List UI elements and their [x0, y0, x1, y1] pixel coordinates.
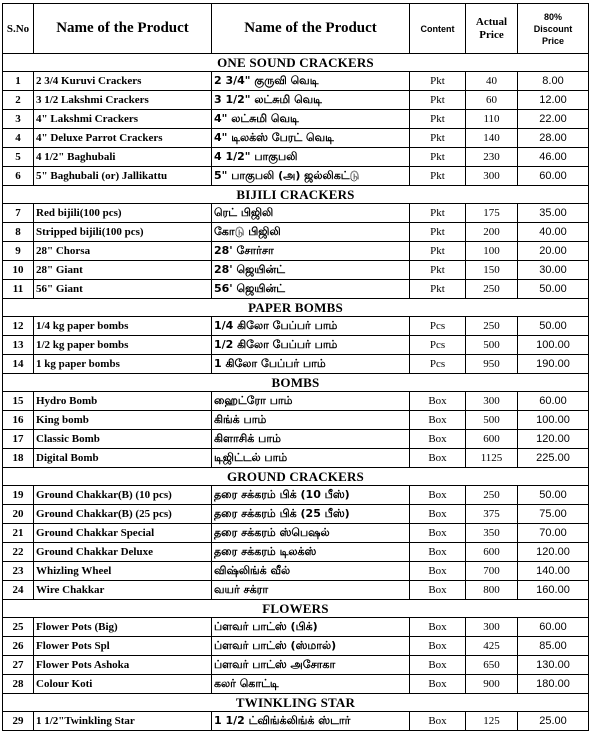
cell-actual-price: 600: [466, 430, 518, 449]
cell-content: Pkt: [410, 280, 466, 299]
cell-name-tamil: கிளாசிக் பாம்: [212, 430, 410, 449]
cell-name-tamil: 5" பாகுபலி (அ) ஜல்லிகட்டு: [212, 167, 410, 186]
cell-sno: 13: [3, 336, 34, 355]
cell-discount-price: 50.00: [518, 317, 589, 336]
cell-content: Box: [410, 543, 466, 562]
cell-name-tamil: 28' சோர்சா: [212, 242, 410, 261]
cell-discount-price: 50.00: [518, 280, 589, 299]
cell-discount-price: 225.00: [518, 449, 589, 468]
cell-name-tamil: 56' ஜெயின்ட்: [212, 280, 410, 299]
cell-name-english: 1/4 kg paper bombs: [34, 317, 212, 336]
table-row: [3, 524, 589, 543]
cell-sno: 3: [3, 110, 34, 129]
cell-content: Pcs: [410, 336, 466, 355]
cell-sno: 19: [3, 486, 34, 505]
cell-content: Box: [410, 411, 466, 430]
cell-name-tamil: 1/2 கிலோ பேப்பர் பாம்: [212, 336, 410, 355]
cell-name-english: Flower Pots Spl: [34, 637, 212, 656]
cell-actual-price: 375: [466, 505, 518, 524]
table-row: [3, 486, 589, 505]
cell-sno: 1: [3, 72, 34, 91]
section-title: GROUND CRACKERS: [3, 468, 589, 486]
table-row: [3, 430, 589, 449]
cell-discount-price: 70.00: [518, 524, 589, 543]
table-row: [3, 72, 589, 91]
cell-actual-price: 110: [466, 110, 518, 129]
cell-name-english: 56" Giant: [34, 280, 212, 299]
cell-discount-price: 100.00: [518, 336, 589, 355]
header-discount-line3: Price: [541, 35, 565, 46]
cell-discount-price: 35.00: [518, 204, 589, 223]
cell-content: Box: [410, 430, 466, 449]
cell-content: Pkt: [410, 167, 466, 186]
cell-name-english: 1/2 kg paper bombs: [34, 336, 212, 355]
cell-name-tamil: ப்ளவர் பாட்ஸ் (ஸ்மால்): [212, 637, 410, 656]
table-row: [3, 505, 589, 524]
cell-sno: 20: [3, 505, 34, 524]
cell-discount-price: 130.00: [518, 656, 589, 675]
section-title: PAPER BOMBS: [3, 299, 589, 317]
section-row: [3, 694, 589, 712]
cell-sno: 28: [3, 675, 34, 694]
cell-actual-price: 500: [466, 336, 518, 355]
section-title: FLOWERS: [3, 600, 589, 618]
table-row: [3, 148, 589, 167]
header-row: [3, 4, 589, 54]
header-actual-price-line1: Actual: [475, 15, 508, 28]
cell-name-english: Classic Bomb: [34, 430, 212, 449]
cell-sno: 21: [3, 524, 34, 543]
cell-sno: 27: [3, 656, 34, 675]
cell-sno: 10: [3, 261, 34, 280]
cell-name-tamil: ரெட் பிஜிலி: [212, 204, 410, 223]
cell-content: Box: [410, 637, 466, 656]
cell-sno: 15: [3, 392, 34, 411]
cell-name-tamil: ப்ளவர் பாட்ஸ் அசோகா: [212, 656, 410, 675]
cell-discount-price: 50.00: [518, 486, 589, 505]
cell-actual-price: 700: [466, 562, 518, 581]
table-row: [3, 242, 589, 261]
cell-actual-price: 800: [466, 581, 518, 600]
cell-content: Pkt: [410, 129, 466, 148]
cell-actual-price: 175: [466, 204, 518, 223]
cell-name-tamil: 1 கிலோ பேப்பர் பாம்: [212, 355, 410, 374]
cell-content: Box: [410, 505, 466, 524]
header-name-tamil: Name of the Product: [212, 4, 410, 54]
table-row: [3, 204, 589, 223]
cell-sno: 18: [3, 449, 34, 468]
cell-sno: 16: [3, 411, 34, 430]
section-row: [3, 468, 589, 486]
cell-content: Pcs: [410, 355, 466, 374]
cell-name-english: 4" Lakshmi Crackers: [34, 110, 212, 129]
cell-name-english: 1 kg paper bombs: [34, 355, 212, 374]
cell-discount-price: 190.00: [518, 355, 589, 374]
cell-content: Pkt: [410, 110, 466, 129]
cell-name-english: 4 1/2" Baghubali: [34, 148, 212, 167]
cell-content: Box: [410, 675, 466, 694]
cell-discount-price: 180.00: [518, 675, 589, 694]
table-row: [3, 411, 589, 430]
cell-actual-price: 140: [466, 129, 518, 148]
cell-name-tamil: கோடு பிஜிலி: [212, 223, 410, 242]
cell-name-tamil: கலர் கொட்டி: [212, 675, 410, 694]
table-row: [3, 637, 589, 656]
cell-content: Pkt: [410, 261, 466, 280]
cell-name-english: Ground Chakkar Deluxe: [34, 543, 212, 562]
cell-name-english: Ground Chakkar(B) (10 pcs): [34, 486, 212, 505]
cell-sno: 29: [3, 712, 34, 731]
cell-name-english: 28" Chorsa: [34, 242, 212, 261]
cell-content: Pkt: [410, 223, 466, 242]
cell-actual-price: 100: [466, 242, 518, 261]
cell-name-english: Ground Chakkar Special: [34, 524, 212, 543]
table-row: [3, 449, 589, 468]
cell-name-english: 2 3/4 Kuruvi Crackers: [34, 72, 212, 91]
table-row: [3, 581, 589, 600]
cell-actual-price: 300: [466, 618, 518, 637]
cell-name-tamil: விஷ்லிங்க் வீல்: [212, 562, 410, 581]
cell-name-tamil: தரை சக்கரம் பிக் (25 பீஸ்): [212, 505, 410, 524]
cell-name-english: Stripped bijili(100 pcs): [34, 223, 212, 242]
cell-sno: 23: [3, 562, 34, 581]
section-title: BOMBS: [3, 374, 589, 392]
cell-sno: 11: [3, 280, 34, 299]
cell-actual-price: 60: [466, 91, 518, 110]
cell-content: Pcs: [410, 317, 466, 336]
table-row: [3, 223, 589, 242]
cell-name-tamil: ஹைட்ரோ பாம்: [212, 392, 410, 411]
cell-sno: 26: [3, 637, 34, 656]
header-name-english: Name of the Product: [34, 4, 212, 54]
section-title: TWINKLING STAR: [3, 694, 589, 712]
table-row: [3, 656, 589, 675]
header-sno: S.No: [3, 4, 34, 54]
cell-name-tamil: டிஜிட்டல் பாம்: [212, 449, 410, 468]
section-row: [3, 299, 589, 317]
table-row: [3, 280, 589, 299]
section-row: [3, 186, 589, 204]
cell-content: Pkt: [410, 242, 466, 261]
table-row: [3, 317, 589, 336]
cell-discount-price: 100.00: [518, 411, 589, 430]
cell-name-tamil: வயர் சக்ரா: [212, 581, 410, 600]
cell-name-english: Wire Chakkar: [34, 581, 212, 600]
cell-name-tamil: 28' ஜெயின்ட்: [212, 261, 410, 280]
header-actual-price-line2: Price: [479, 28, 504, 41]
cell-name-tamil: தரை சக்கரம் டிலக்ஸ்: [212, 543, 410, 562]
cell-actual-price: 250: [466, 280, 518, 299]
cell-name-tamil: 3 1/2" லட்சுமி வெடி: [212, 91, 410, 110]
cell-name-tamil: 4" லட்சுமி வெடி: [212, 110, 410, 129]
table-row: [3, 91, 589, 110]
cell-sno: 4: [3, 129, 34, 148]
cell-content: Box: [410, 618, 466, 637]
cell-name-tamil: 4" டிலக்ஸ் பேரட் வெடி: [212, 129, 410, 148]
table-row: [3, 336, 589, 355]
cell-discount-price: 25.00: [518, 712, 589, 731]
table-row: [3, 562, 589, 581]
table-row: [3, 712, 589, 731]
price-list-body: [3, 54, 589, 731]
cell-discount-price: 120.00: [518, 543, 589, 562]
cell-name-english: 5" Baghubali (or) Jallikattu: [34, 167, 212, 186]
cell-name-english: 4" Deluxe Parrot Crackers: [34, 129, 212, 148]
cell-content: Box: [410, 486, 466, 505]
cell-name-english: Ground Chakkar(B) (25 pcs): [34, 505, 212, 524]
cell-discount-price: 12.00: [518, 91, 589, 110]
table-row: [3, 167, 589, 186]
cell-name-tamil: தரை சக்கரம் பிக் (10 பீஸ்): [212, 486, 410, 505]
cell-name-english: Colour Koti: [34, 675, 212, 694]
cell-name-english: Hydro Bomb: [34, 392, 212, 411]
cell-content: Pkt: [410, 91, 466, 110]
cell-name-english: 1 1/2"Twinkling Star: [34, 712, 212, 731]
cell-discount-price: 85.00: [518, 637, 589, 656]
cell-content: Box: [410, 712, 466, 731]
cell-content: Pkt: [410, 204, 466, 223]
cell-actual-price: 250: [466, 317, 518, 336]
cell-name-english: 28" Giant: [34, 261, 212, 280]
cell-name-tamil: கிங்க் பாம்: [212, 411, 410, 430]
header-discount-price: [518, 4, 589, 54]
cell-content: Box: [410, 449, 466, 468]
cell-actual-price: 425: [466, 637, 518, 656]
header-actual-price: [466, 4, 518, 54]
cell-sno: 17: [3, 430, 34, 449]
cell-sno: 22: [3, 543, 34, 562]
cell-actual-price: 300: [466, 392, 518, 411]
cell-discount-price: 22.00: [518, 110, 589, 129]
cell-sno: 8: [3, 223, 34, 242]
cell-content: Box: [410, 656, 466, 675]
cell-discount-price: 60.00: [518, 618, 589, 637]
cell-discount-price: 40.00: [518, 223, 589, 242]
cell-actual-price: 900: [466, 675, 518, 694]
cell-actual-price: 500: [466, 411, 518, 430]
price-list-table: [2, 3, 589, 731]
cell-discount-price: 60.00: [518, 392, 589, 411]
cell-discount-price: 8.00: [518, 72, 589, 91]
cell-content: Box: [410, 562, 466, 581]
cell-content: Pkt: [410, 72, 466, 91]
cell-name-english: Digital Bomb: [34, 449, 212, 468]
section-row: [3, 54, 589, 72]
cell-name-english: Red bijili(100 pcs): [34, 204, 212, 223]
cell-sno: 25: [3, 618, 34, 637]
cell-sno: 2: [3, 91, 34, 110]
cell-content: Box: [410, 392, 466, 411]
section-title: BIJILI CRACKERS: [3, 186, 589, 204]
table-row: [3, 618, 589, 637]
header-discount-line2: Discount: [533, 23, 573, 34]
cell-name-english: 3 1/2 Lakshmi Crackers: [34, 91, 212, 110]
cell-actual-price: 125: [466, 712, 518, 731]
cell-name-english: Whizling Wheel: [34, 562, 212, 581]
table-row: [3, 392, 589, 411]
cell-sno: 7: [3, 204, 34, 223]
header-content: Content: [410, 4, 466, 54]
cell-actual-price: 300: [466, 167, 518, 186]
cell-name-tamil: 1/4 கிலோ பேப்பர் பாம்: [212, 317, 410, 336]
cell-content: Box: [410, 581, 466, 600]
cell-sno: 12: [3, 317, 34, 336]
table-row: [3, 675, 589, 694]
cell-content: Pkt: [410, 148, 466, 167]
cell-name-tamil: தரை சக்கரம் ஸ்பெஷல்: [212, 524, 410, 543]
cell-actual-price: 350: [466, 524, 518, 543]
cell-actual-price: 250: [466, 486, 518, 505]
cell-actual-price: 1125: [466, 449, 518, 468]
table-row: [3, 261, 589, 280]
cell-content: Box: [410, 524, 466, 543]
cell-discount-price: 30.00: [518, 261, 589, 280]
section-title: ONE SOUND CRACKERS: [3, 54, 589, 72]
cell-name-tamil: ப்ளவர் பாட்ஸ் (பிக்): [212, 618, 410, 637]
cell-sno: 6: [3, 167, 34, 186]
table-row: [3, 129, 589, 148]
cell-sno: 9: [3, 242, 34, 261]
cell-actual-price: 230: [466, 148, 518, 167]
table-row: [3, 110, 589, 129]
cell-sno: 5: [3, 148, 34, 167]
cell-discount-price: 46.00: [518, 148, 589, 167]
cell-discount-price: 160.00: [518, 581, 589, 600]
table-row: [3, 543, 589, 562]
cell-actual-price: 600: [466, 543, 518, 562]
cell-discount-price: 75.00: [518, 505, 589, 524]
table-row: [3, 355, 589, 374]
cell-name-tamil: 4 1/2" பாகுபலி: [212, 148, 410, 167]
cell-sno: 24: [3, 581, 34, 600]
section-row: [3, 374, 589, 392]
cell-discount-price: 120.00: [518, 430, 589, 449]
cell-name-english: Flower Pots (Big): [34, 618, 212, 637]
section-row: [3, 600, 589, 618]
cell-name-english: Flower Pots Ashoka: [34, 656, 212, 675]
cell-actual-price: 150: [466, 261, 518, 280]
cell-discount-price: 28.00: [518, 129, 589, 148]
cell-discount-price: 60.00: [518, 167, 589, 186]
cell-actual-price: 650: [466, 656, 518, 675]
cell-name-tamil: 2 3/4" குருவி வெடி: [212, 72, 410, 91]
cell-actual-price: 200: [466, 223, 518, 242]
cell-name-english: King bomb: [34, 411, 212, 430]
cell-sno: 14: [3, 355, 34, 374]
cell-actual-price: 950: [466, 355, 518, 374]
cell-discount-price: 20.00: [518, 242, 589, 261]
header-discount-line1: 80%: [543, 11, 562, 22]
cell-actual-price: 40: [466, 72, 518, 91]
cell-name-tamil: 1 1/2 ட்விங்க்லிங்க் ஸ்டார்: [212, 712, 410, 731]
cell-discount-price: 140.00: [518, 562, 589, 581]
